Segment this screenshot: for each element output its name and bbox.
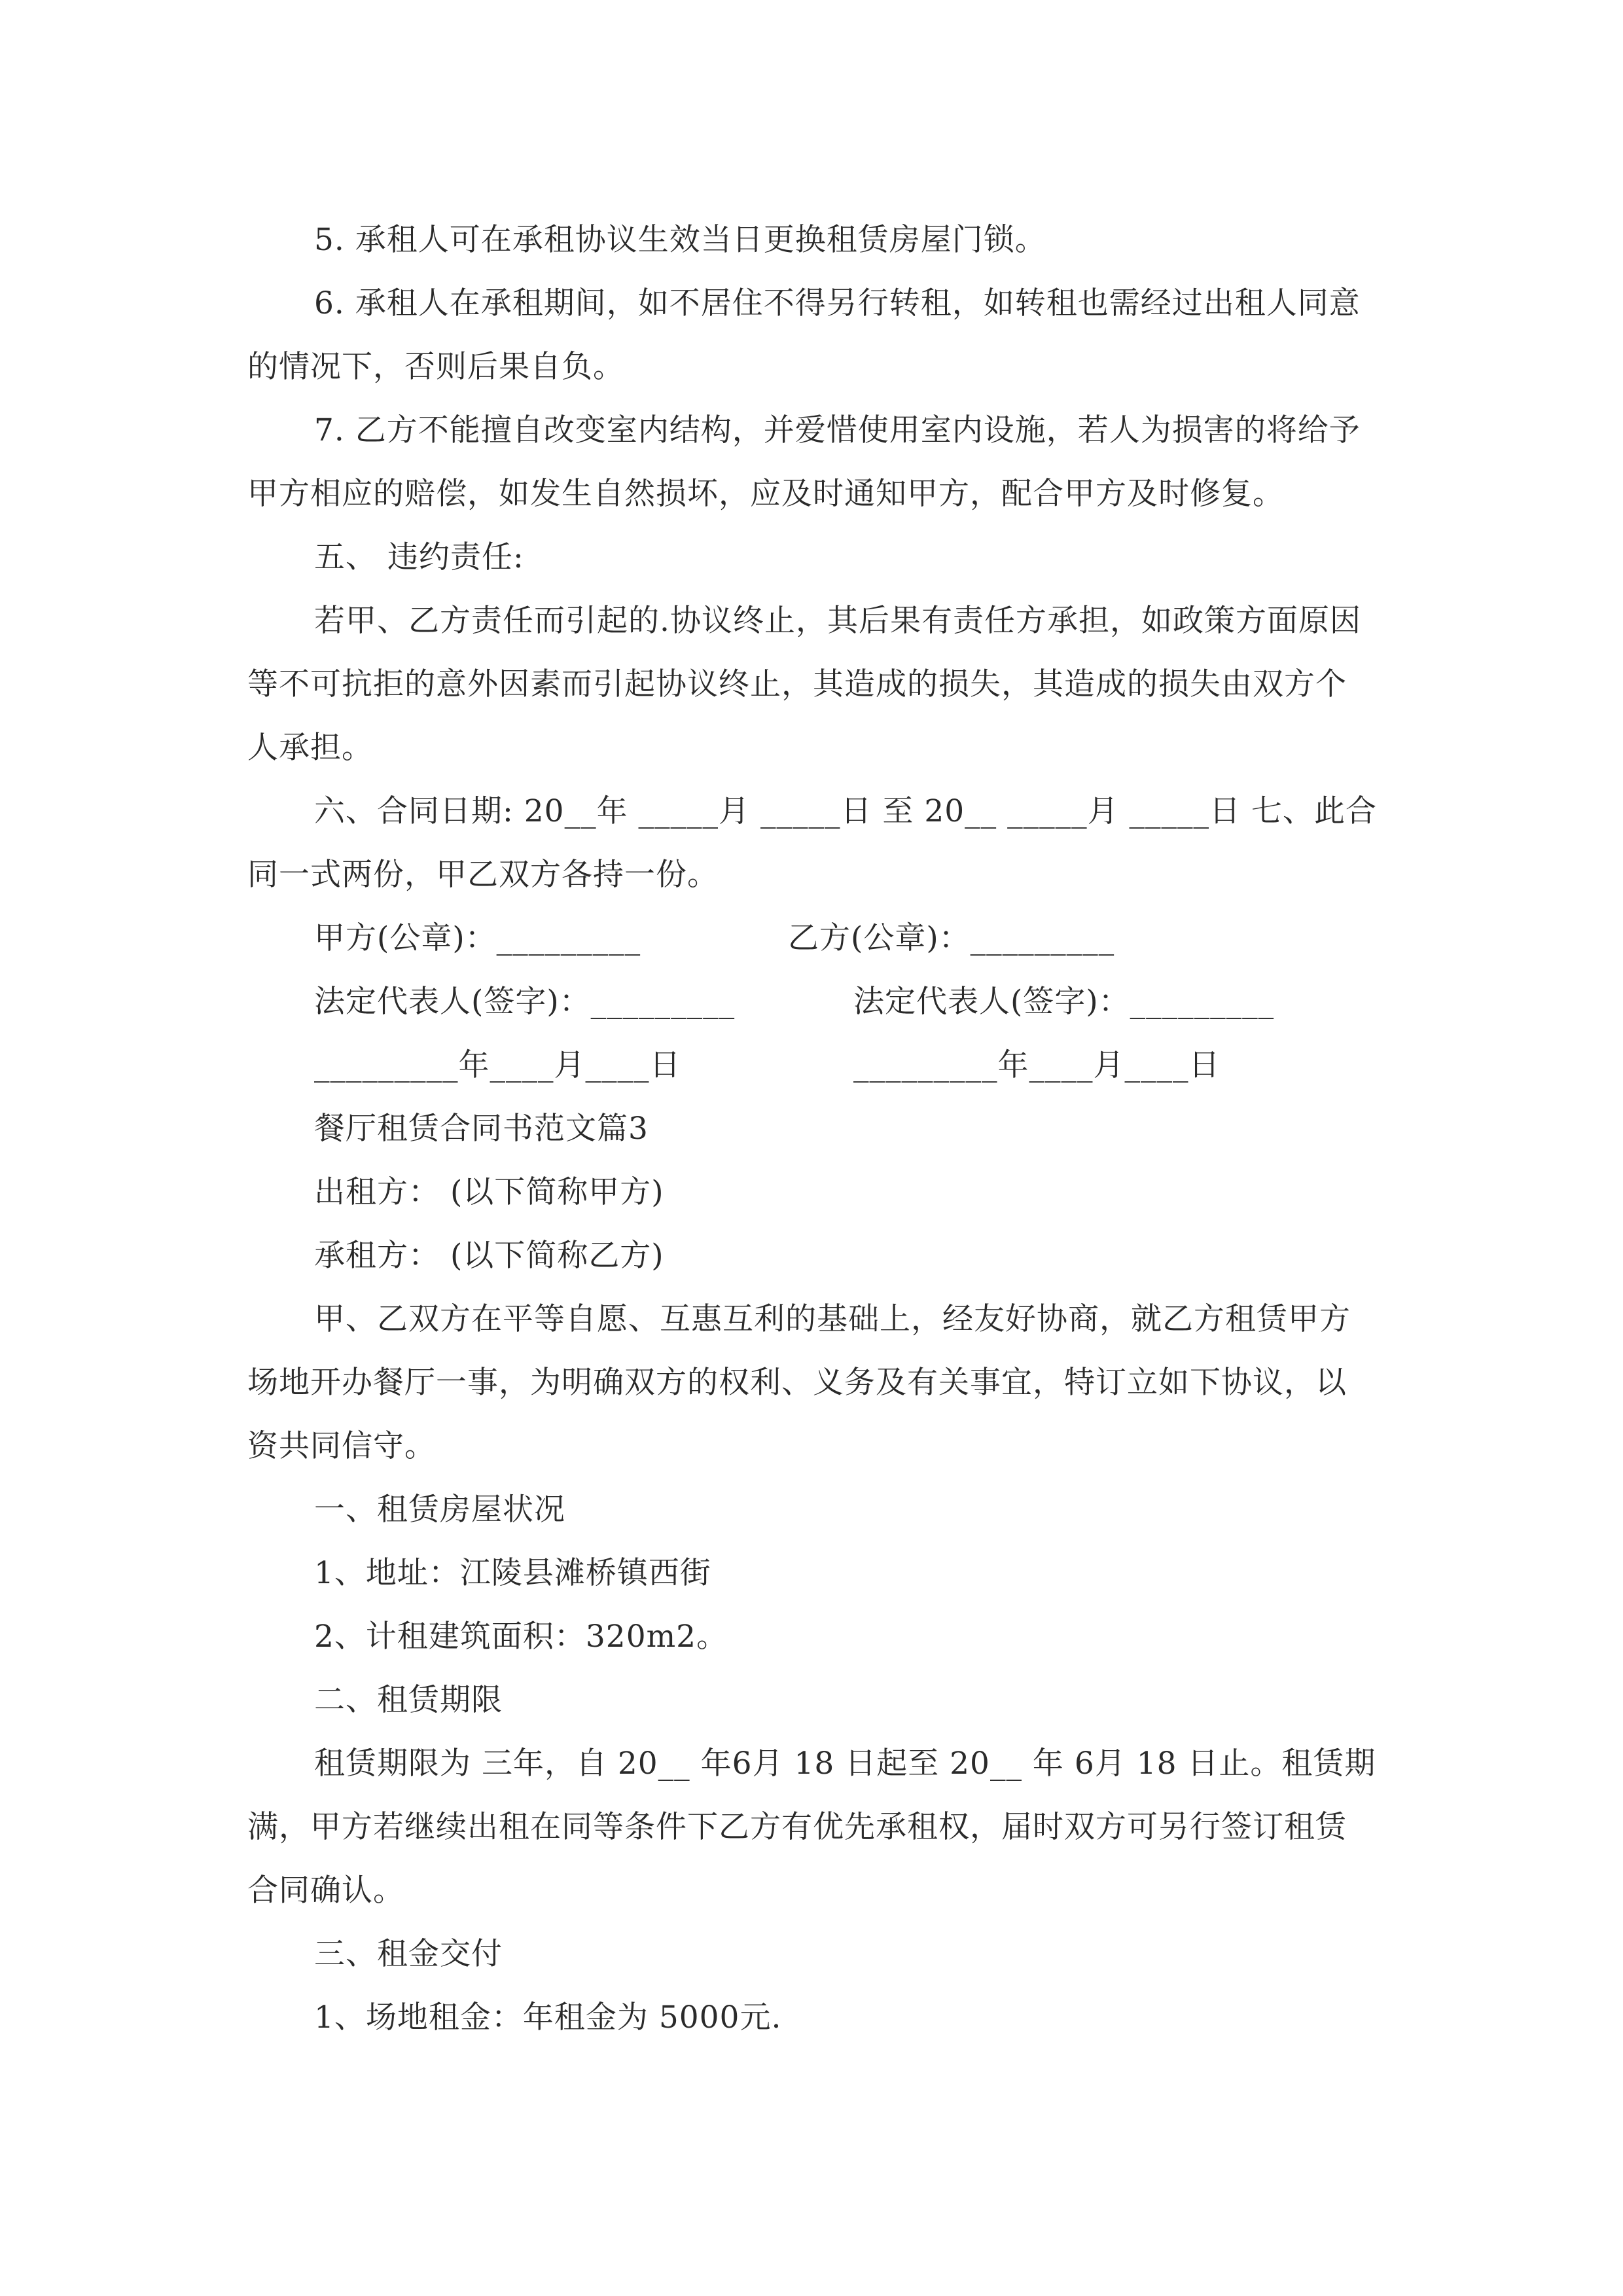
sign-date-row — [247, 1033, 1377, 1097]
preamble-text: 甲、乙双方在平等自愿、互惠互利的基础上，经友好协商，就乙方租赁甲方场地开办餐厅一事，为明确双方的权利、义务及有关事宜，特订立如下协议，以资共同信守。 — [247, 1301, 1351, 1464]
section-5-heading: 五、 违约责任: — [314, 539, 524, 575]
party-b-representative: 法定代表人(签字)：_________ — [853, 984, 1275, 1020]
party-a-sign-date: _________年____月____日 — [314, 1047, 681, 1083]
breach-liability-text: 若甲、乙方责任而引起的.协议终止，其后果有责任方承担，如政策方面原因等不可抗拒的意外因素而引起协议终止，其造成的损失，其造成的损失由双方个人承担。 — [247, 603, 1361, 766]
seal-row — [247, 906, 1377, 970]
clause-5-lock-change: 5. 承租人可在承租协议生效当日更换租赁房屋门锁。 — [314, 222, 1046, 258]
party-a-representative: 法定代表人(签字)：_________ — [314, 984, 736, 1020]
rent-amount-line: 1、场地租金：年租金为 5000元. — [314, 2000, 782, 2036]
lessor-line: 出租方： (以下简称甲方) — [314, 1174, 664, 1210]
area-line: 2、计租建筑面积：320m2。 — [314, 1619, 728, 1655]
lease-term-text: 租赁期限为 三年，自 20__ 年6月 18 日起至 20__ 年 6月 18 日止。租赁期满，甲方若继续出租在同等条件下乙方有优先承租权，届时双方可另行签订租赁合同确认。 — [247, 1746, 1376, 1909]
document-page — [247, 208, 1377, 2049]
party-a-seal: 甲方(公章)：_________ — [314, 920, 641, 956]
representative-row — [247, 970, 1377, 1033]
section-3-heading: 三、租金交付 — [314, 1936, 503, 1972]
template-title: 餐厅租赁合同书范文篇3 — [314, 1111, 649, 1147]
lessee-line: 承租方： (以下简称乙方) — [314, 1238, 664, 1274]
address-line: 1、地址：江陵县滩桥镇西街 — [314, 1555, 711, 1591]
party-b-seal: 乙方(公章)：_________ — [788, 920, 1115, 956]
contract-date-clause: 六、合同日期: 20__年 _____月 _____日 至 20__ _____月 _____日 七、此合同一式两份，甲乙双方各持一份。 — [247, 793, 1377, 893]
section-2-heading: 二、租赁期限 — [314, 1682, 503, 1718]
section-1-heading: 一、租赁房屋状况 — [314, 1492, 565, 1528]
clause-7-structure: 7. 乙方不能擅自改变室内结构，并爱惜使用室内设施，若人为损害的将给予甲方相应的赔偿，如发生自然损坏，应及时通知甲方，配合甲方及时修复。 — [247, 412, 1361, 512]
clause-6-sublet: 6. 承租人在承租期间，如不居住不得另行转租，如转租也需经过出租人同意的情况下，否则后果自负。 — [247, 285, 1361, 385]
party-b-sign-date: _________年____月____日 — [853, 1047, 1221, 1083]
